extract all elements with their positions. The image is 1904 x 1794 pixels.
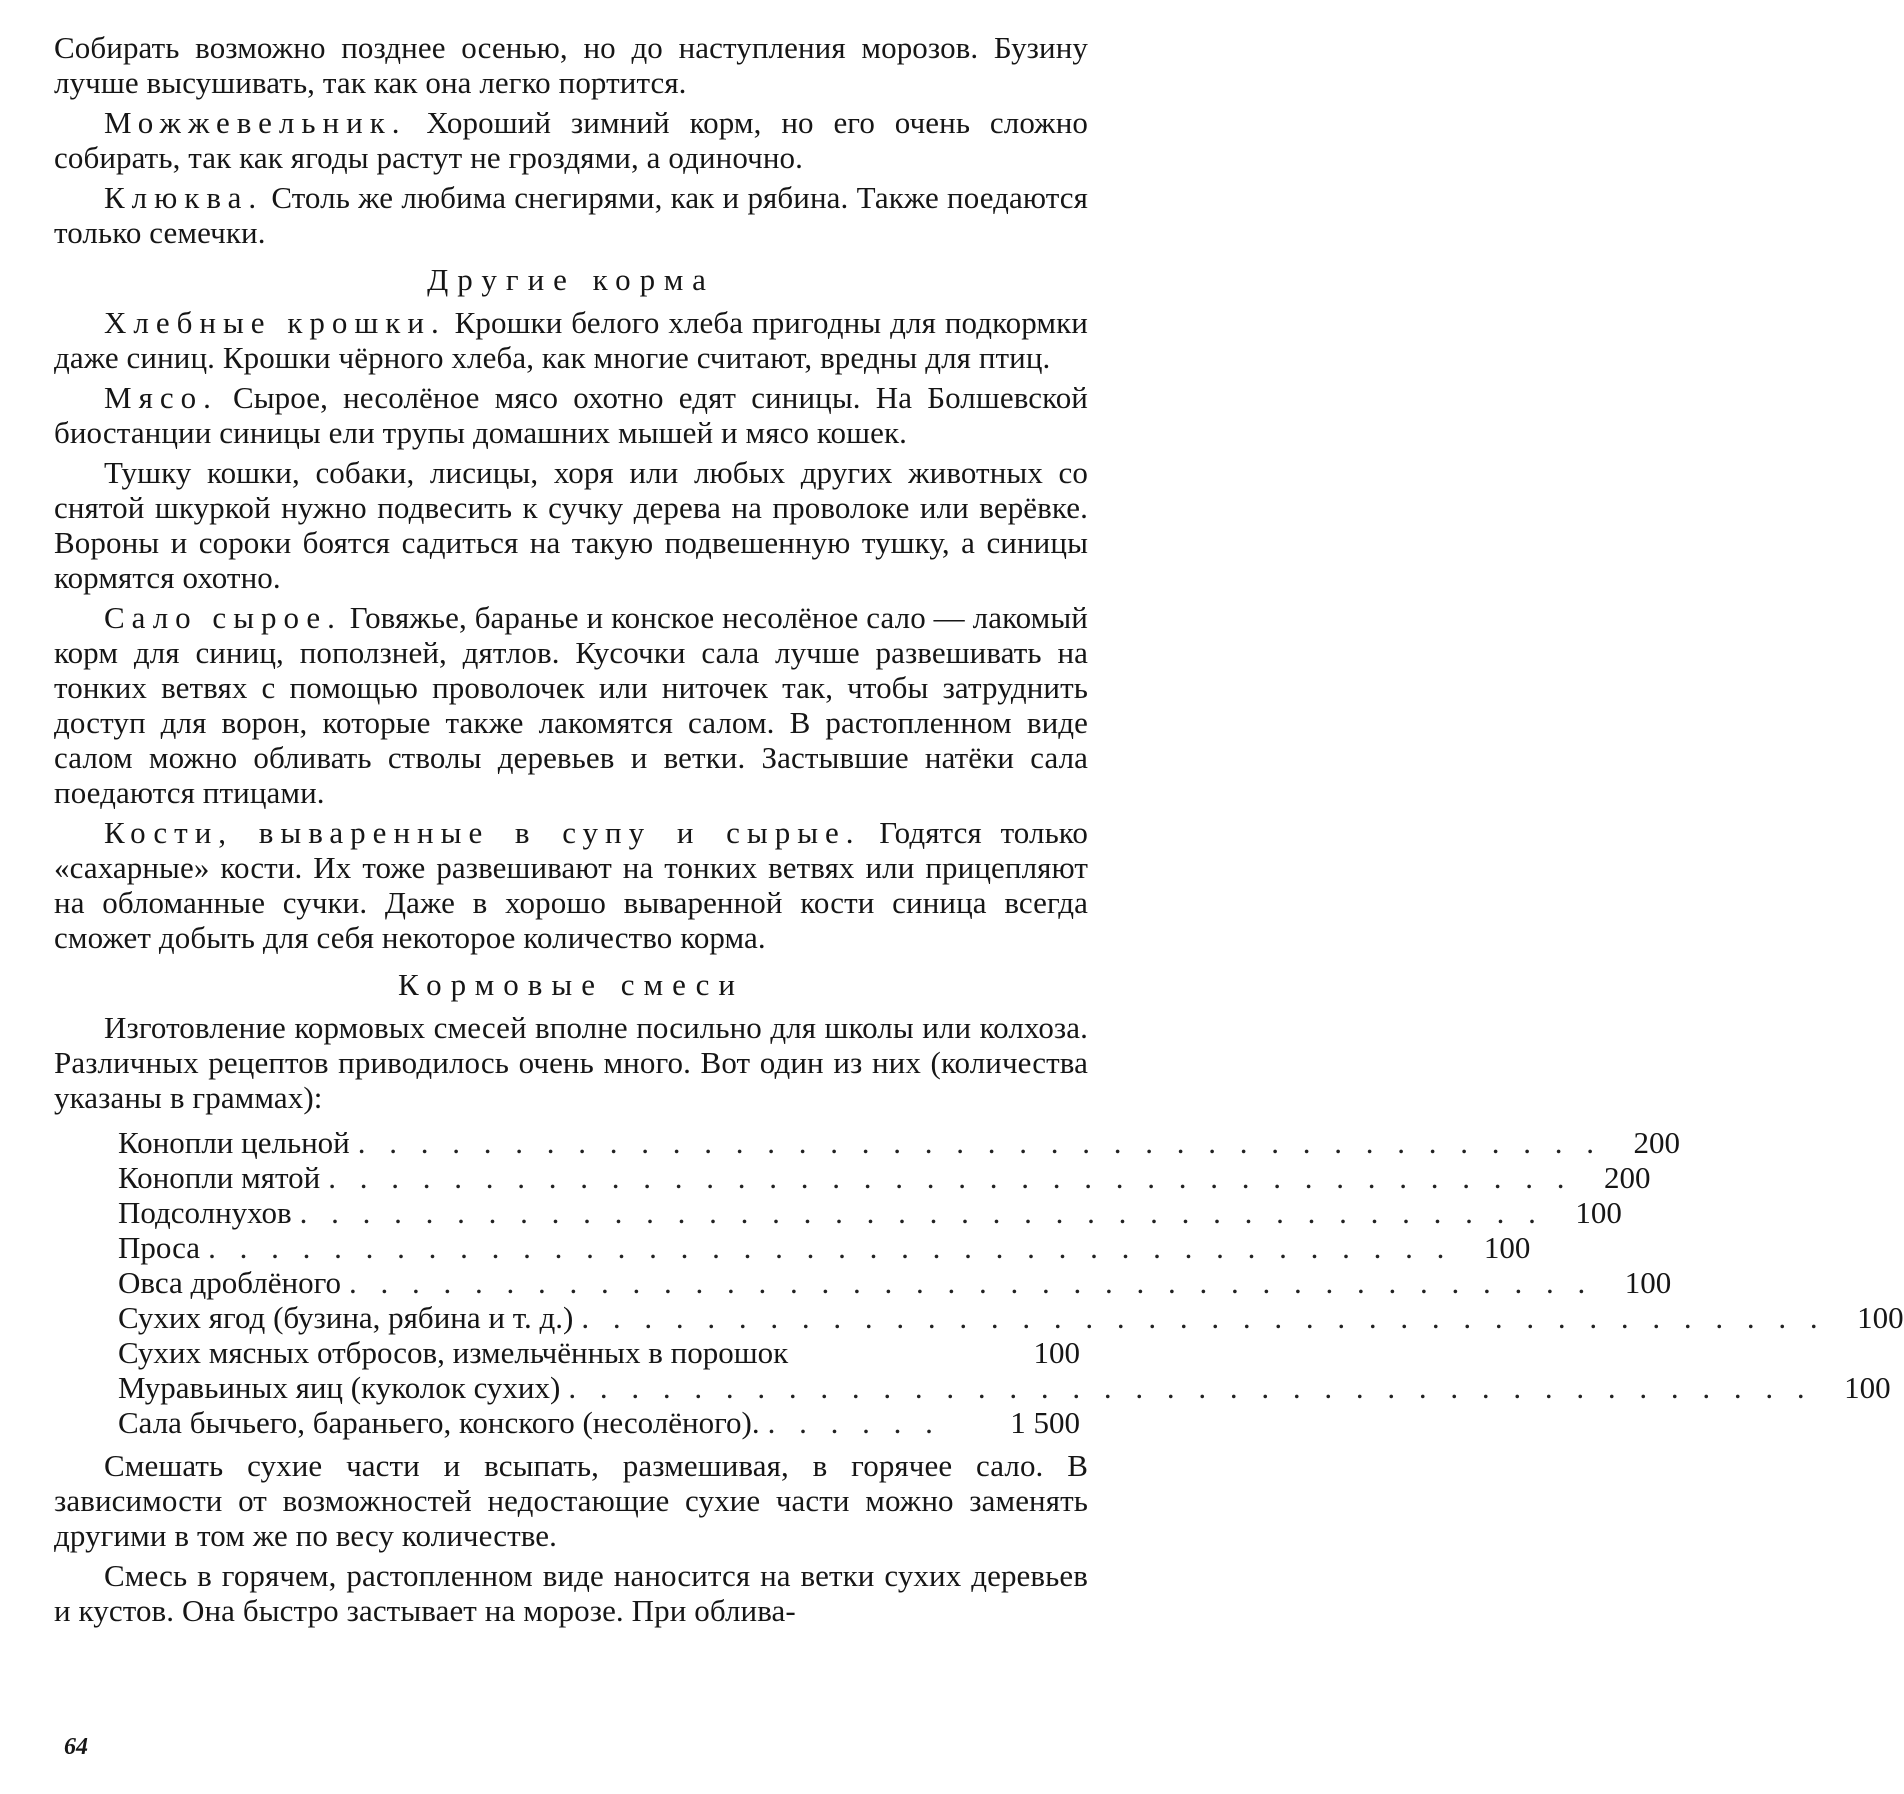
paragraph-text: Годятся только «сахарные» кости. Их тоже развешивают на тонких ветвях или прицепляют на обломанные сучки. Даже в хорошо вываренной кости синица всегда сможет добыть для себя некоторое количество корма. [54, 815, 1088, 955]
term-raw-fat: Сало сырое. [104, 600, 342, 635]
term-juniper: Можжевельник. [104, 105, 407, 140]
ingredient-quantity: 100 [1575, 1195, 1622, 1230]
ingredient-name: Овса дроблёного [118, 1265, 342, 1300]
term-bread-crumbs: Хлебные крошки. [104, 305, 446, 340]
paragraph-cranberry [54, 180, 1088, 250]
paragraph-mix-instructions [54, 1448, 1088, 1553]
ingredient-quantity: 1 500 [1010, 1405, 1080, 1440]
paragraph-text: Тушку кошки, собаки, лисицы, хоря или любых других животных со снятой шкуркой нужно подвесить к сучку дерева на проволоке или верёвке. Вороны и сороки боятся садиться на такую подвешенную тушку, а синицы кормятся охотно. [54, 455, 1088, 595]
paragraph-text: Собирать возможно позднее осенью, но до наступления морозов. Бузину лучше высушивать, так как она легко портится. [54, 30, 1088, 100]
heading-feed-mixtures: Кормовые смеси [397, 967, 744, 1002]
paragraph-text: Изготовление кормовых смесей вполне посильно для школы или колхоза. Различных рецептов приводилось очень много. Вот один из них (количества указаны в граммах): [54, 1010, 1088, 1115]
recipe-row [118, 1300, 1904, 1335]
paragraph-bones [54, 815, 1088, 955]
recipe-row [118, 1160, 1651, 1195]
paragraph-text: Крошки белого хлеба пригодны для подкормки даже синиц. Крошки чёрного хлеба, как многие считают, вредны для птиц. [54, 305, 1088, 375]
paragraph-text: Говяжье, баранье и конское несолёное сало — лакомый корм для синиц, поползней, дятлов. Кусочки сала лучше развешивать на тонких ветвях с помощью проволочек или ниточек так, чтобы затруднить доступ для ворон, которые также лакомятся салом. В растопленном виде салом можно обливать стволы деревьев и ветки. Застывшие натёки сала поедаются птицами. [54, 600, 1088, 810]
ingredient-quantity: 100 [1624, 1265, 1672, 1300]
term-meat: Мясо. [104, 380, 218, 415]
ingredient-name: Подсолнухов [118, 1195, 292, 1230]
ingredient-name: Конопли цельной [118, 1125, 350, 1160]
page-number: 64 [64, 1734, 88, 1760]
recipe-row [118, 1370, 1891, 1405]
ingredient-name: Конопли мятой [118, 1160, 321, 1195]
ingredient-quantity: 100 [1483, 1230, 1531, 1265]
paragraph-text: Столь же любима снегирями, как и рябина. Также поедаются только семечки. [54, 180, 1088, 250]
ingredient-name: Сала бычьего, бараньего, конского (несолёного). [118, 1405, 760, 1440]
term-cranberry: Клюква. [104, 180, 264, 215]
paragraph-mix-intro [54, 1010, 1088, 1115]
book-page [54, 30, 1904, 1633]
paragraph-mix-application [54, 1558, 1088, 1628]
ingredient-quantity: 100 [1033, 1335, 1080, 1370]
heading-other-feeds: Другие корма [427, 262, 715, 297]
ingredient-quantity: 100 [1857, 1300, 1904, 1335]
ingredient-name: Проса [118, 1230, 201, 1265]
paragraph-meat [54, 380, 1088, 450]
ingredient-name: Муравьиных яиц (куколок сухих) [118, 1370, 561, 1405]
paragraph-bread-crumbs [54, 305, 1088, 375]
paragraph-text: Смесь в горячем, растопленном виде наносится на ветки сухих деревьев и кустов. Она быстро застывает на морозе. При облива- [54, 1558, 1088, 1628]
recipe-row [118, 1125, 1681, 1160]
ingredient-quantity: 200 [1633, 1125, 1681, 1160]
ingredient-quantity: 100 [1844, 1370, 1891, 1405]
dot-leader: . . . . . . . . . . . . . . . . . . . . . . . . . . . . . . . . . . . . . . . . [357, 1125, 1603, 1160]
recipe-row [118, 1265, 1672, 1300]
recipe-row [118, 1405, 1080, 1440]
paragraph-text: Смешать сухие части и всыпать, размешивая, в горячее сало. В зависимости от возможностей недостающие сухие части можно заменять другими в том же по весу количестве. [54, 1448, 1088, 1553]
dot-leader: . . . . . . . . . . . . . . . . . . . . . . . . . . . . . . . . . . . . . . . . [568, 1370, 1813, 1405]
recipe-list [118, 1125, 1904, 1440]
dot-leader: . . . . . . . . . . . . . . . . . . . . . . . . . . . . . . . . . . . . . . . . [581, 1300, 1826, 1335]
term-bones: Кости, вываренные в супу и сырые. [104, 815, 861, 850]
recipe-row [118, 1335, 1080, 1370]
dot-leader: . . . . . . . . . . . . . . . . . . . . . . . . . . . . . . . . . . . . . . . . [208, 1230, 1453, 1265]
paragraph-raw-fat [54, 600, 1088, 810]
ingredient-quantity: 200 [1603, 1160, 1651, 1195]
dot-leader: . . . . . . . . . . . . . . . . . . . . . . . . . . . . . . . . . . . . . . . . [328, 1160, 1573, 1195]
paragraph-carcass [54, 455, 1088, 595]
dot-leader: . . . . . . . . . . . . . . . . . . . . . . . . . . . . . . . . . . . . . . . . [299, 1195, 1544, 1230]
paragraph-juniper [54, 105, 1088, 175]
ingredient-name: Сухих ягод (бузина, рябина и т. д.) [118, 1300, 574, 1335]
paragraph-text: Хороший зимний корм, но его очень сложно собирать, так как ягоды растут не гроздями, а одиночно. [54, 105, 1088, 175]
paragraph-elder-harvest [54, 30, 1088, 100]
paragraph-text: Сырое, несолёное мясо охотно едят синицы. На Болшевской биостанции синицы ели трупы домашних мышей и мясо кошек. [54, 380, 1088, 450]
dot-leader: . . . . . . [767, 1405, 941, 1440]
recipe-row [118, 1230, 1531, 1265]
ingredient-name: Сухих мясных отбросов, измельчённых в порошок [118, 1335, 789, 1370]
recipe-row [118, 1195, 1622, 1230]
dot-leader: . . . . . . . . . . . . . . . . . . . . . . . . . . . . . . . . . . . . . . . . [349, 1265, 1594, 1300]
